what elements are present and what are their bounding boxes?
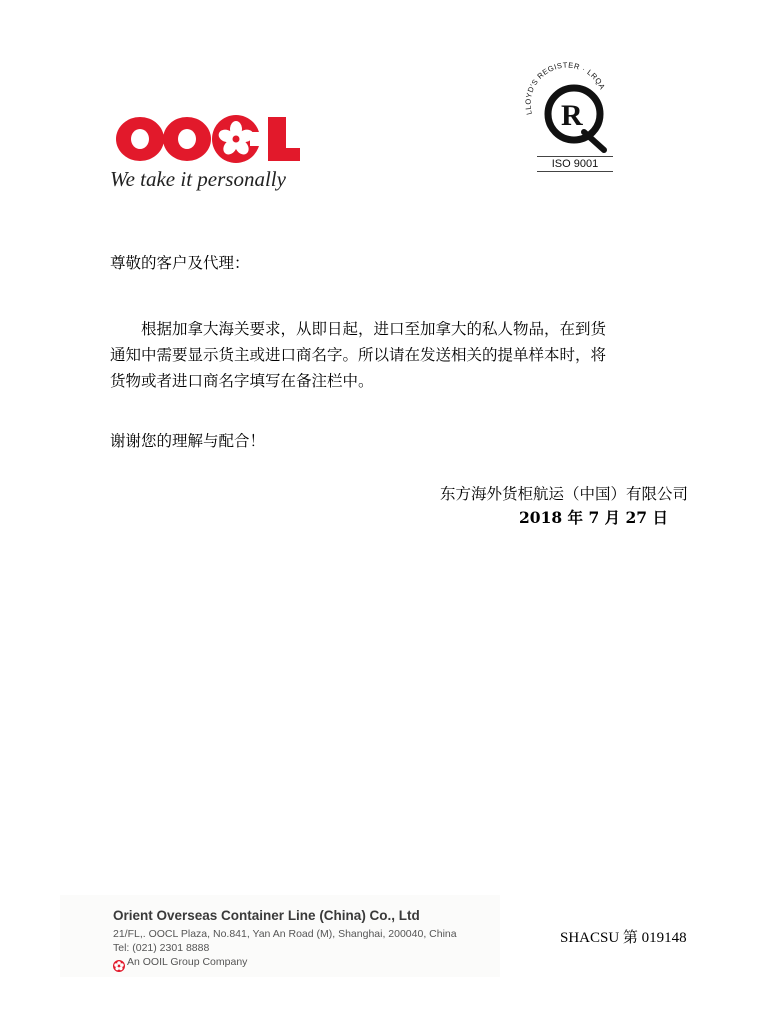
footer-group: An OOIL Group Company xyxy=(127,956,248,968)
thanks-line: 谢谢您的理解与配合！ xyxy=(110,432,266,450)
paragraph-line: 根据加拿大海关要求，从即日起，进口至加拿大的私人物品，在到货 xyxy=(141,320,607,338)
iso-label: ISO 9001 xyxy=(537,156,613,172)
tagline: We take it personally xyxy=(110,167,286,191)
footer-address: 21/FL,. OOCL Plaza, No.841, Yan An Road (M), Shanghai, 200040, China xyxy=(113,928,457,940)
greeting: 尊敬的客户及代理： xyxy=(110,254,250,272)
reference-number: SHACSU 第 019148 xyxy=(560,930,687,946)
paragraph-line: 货物或者进口商名字填写在备注栏中。 xyxy=(110,372,374,390)
letter-date: 2018 年 7 月 27 日 xyxy=(519,508,668,527)
cert-arc-text: LLOYD'S REGISTER · LRQA xyxy=(523,60,608,116)
paragraph-line: 通知中需要显示货主或进口商名字。所以请在发送相关的提单样本时，将 xyxy=(110,346,607,364)
footer-company-name: Orient Overseas Container Line (China) Co., Ltd xyxy=(113,908,420,923)
signature-company: 东方海外货柜航运（中国）有限公司 xyxy=(439,485,688,503)
footer-tel: Tel: (021) 2301 8888 xyxy=(113,942,210,954)
svg-text:R: R xyxy=(561,99,583,132)
notice-paragraph xyxy=(110,316,690,394)
